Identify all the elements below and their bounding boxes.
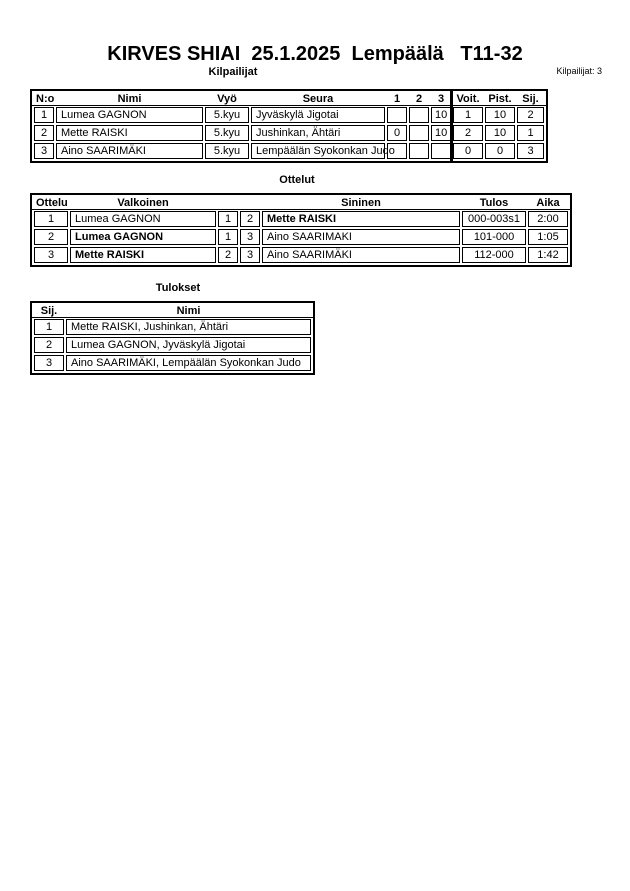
match-row (34, 229, 568, 245)
col-header-time: Aika (536, 197, 560, 209)
cell-club: Lempäälän Syokonkan Judo (251, 143, 385, 159)
col-header-no: N:o (36, 93, 55, 105)
cell-round2 (409, 125, 429, 141)
result-row (34, 319, 311, 335)
col-header-place: Sij. (522, 93, 539, 105)
competitor-row (34, 125, 544, 141)
col-header-round2: 2 (415, 93, 423, 105)
cell-round3: 10 (431, 107, 451, 123)
cell-place: 2 (34, 337, 64, 353)
col-header-belt: Vyö (217, 93, 237, 105)
cell-belt: 5.kyu (205, 143, 249, 159)
cell-white-name: Mette RAISKI (70, 247, 216, 263)
cell-no: 3 (34, 143, 54, 159)
competitor-row (34, 107, 544, 123)
cell-blue-name: Aino SAARIMÄKI (262, 247, 460, 263)
col-header-name: Nimi (176, 305, 201, 317)
cell-white-name: Lumea GAGNON (70, 211, 216, 227)
cell-name: Mette RAISKI, Jushinkan, Ähtäri (66, 319, 311, 335)
stats-group-divider (450, 89, 453, 163)
competitors-table (30, 89, 548, 163)
col-header-match: Ottelu (36, 197, 68, 209)
col-header-result: Tulos (479, 197, 509, 209)
page-title: KIRVES SHIAI 25.1.2025 Lempäälä T11-32 (107, 43, 523, 65)
cell-time: 1:05 (528, 229, 568, 245)
cell-round1 (387, 107, 407, 123)
section-title-results: Tulokset (155, 282, 201, 294)
cell-wins: 1 (453, 107, 483, 123)
col-header-white-no (218, 197, 238, 209)
competitor-count: Kilpailijat: 3 (556, 66, 602, 76)
cell-blue-name: Mette RAISKI (262, 211, 460, 227)
section-title-matches: Ottelut (279, 174, 315, 186)
cell-belt: 5.kyu (205, 107, 249, 123)
results-table (30, 301, 315, 375)
cell-place: 3 (34, 355, 64, 371)
cell-round3: 10 (431, 125, 451, 141)
competitor-row (34, 143, 544, 159)
cell-points: 0 (485, 143, 515, 159)
cell-white-number: 2 (218, 247, 238, 263)
cell-blue-number: 3 (240, 247, 260, 263)
results-header-row (34, 305, 311, 317)
cell-name: Mette RAISKI (56, 125, 203, 141)
match-row (34, 247, 568, 263)
cell-place: 3 (517, 143, 544, 159)
cell-result: 101-000 (462, 229, 526, 245)
cell-round2 (409, 143, 429, 159)
cell-name: Lumea GAGNON (56, 107, 203, 123)
cell-result: 112-000 (462, 247, 526, 263)
cell-place: 2 (517, 107, 544, 123)
col-header-round3: 3 (437, 93, 445, 105)
cell-place: 1 (34, 319, 64, 335)
cell-blue-name: Aino SAARIMAKI (262, 229, 460, 245)
cell-white-name: Lumea GAGNON (70, 229, 216, 245)
section-title-competitors: Kilpailijat (208, 66, 258, 78)
cell-white-number: 1 (218, 229, 238, 245)
cell-round1: 0 (387, 125, 407, 141)
cell-match-no: 3 (34, 247, 68, 263)
cell-result: 000-003s1 (462, 211, 526, 227)
matches-header-row (34, 197, 568, 209)
col-header-points: Pist. (488, 93, 512, 105)
cell-points: 10 (485, 107, 515, 123)
cell-name: Lumea GAGNON, Jyväskylä Jigotai (66, 337, 311, 353)
cell-blue-number: 3 (240, 229, 260, 245)
header-underline (32, 105, 546, 106)
cell-round3 (431, 143, 451, 159)
result-row (34, 355, 311, 371)
result-row (34, 337, 311, 353)
cell-round2 (409, 107, 429, 123)
matches-table (30, 193, 572, 267)
cell-time: 1:42 (528, 247, 568, 263)
match-row (34, 211, 568, 227)
col-header-club: Seura (302, 93, 334, 105)
cell-wins: 0 (453, 143, 483, 159)
cell-place: 1 (517, 125, 544, 141)
cell-blue-number: 2 (240, 211, 260, 227)
cell-match-no: 2 (34, 229, 68, 245)
cell-belt: 5.kyu (205, 125, 249, 141)
cell-club: Jyväskylä Jigotai (251, 107, 385, 123)
col-header-blue: Sininen (341, 197, 381, 209)
col-header-blue-no (240, 197, 260, 209)
cell-white-number: 1 (218, 211, 238, 227)
cell-time: 2:00 (528, 211, 568, 227)
cell-points: 10 (485, 125, 515, 141)
col-header-name: Nimi (117, 93, 142, 105)
cell-no: 2 (34, 125, 54, 141)
header-underline (32, 209, 570, 210)
col-header-wins: Voit. (456, 93, 480, 105)
cell-match-no: 1 (34, 211, 68, 227)
cell-wins: 2 (453, 125, 483, 141)
col-header-place: Sij. (40, 305, 58, 317)
cell-no: 1 (34, 107, 54, 123)
col-header-white: Valkoinen (117, 197, 169, 209)
header-underline (32, 317, 313, 318)
cell-name: Aino SAARIMÄKI, Lempäälän Syokonkan Judo (66, 355, 311, 371)
competitors-header-row (34, 93, 544, 105)
col-header-round1: 1 (393, 93, 401, 105)
cell-club: Jushinkan, Ähtäri (251, 125, 385, 141)
cell-name: Aino SAARIMÄKI (56, 143, 203, 159)
